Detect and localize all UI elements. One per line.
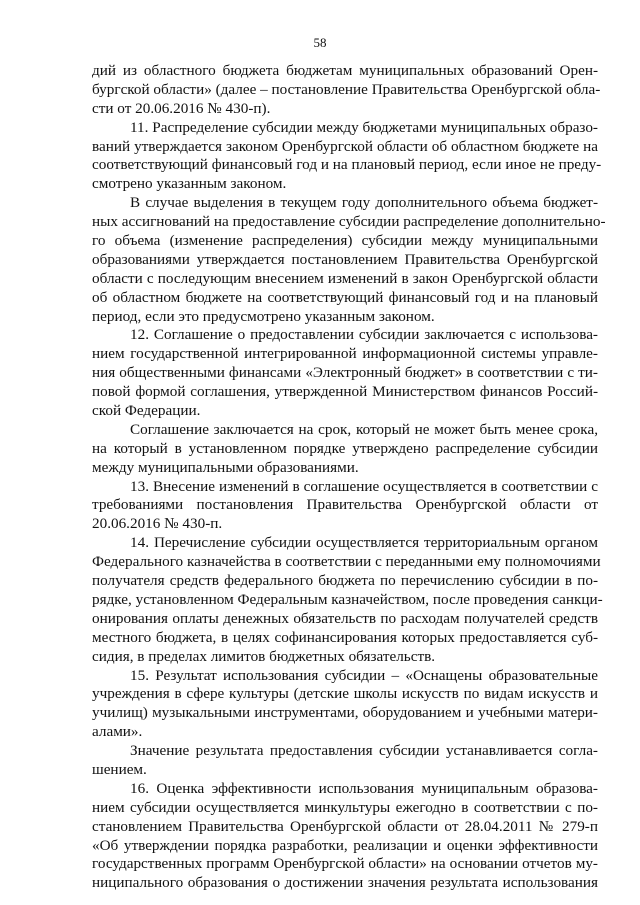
text-line: области с последующим внесением изменений в закон Оренбургской области (92, 269, 598, 287)
document-body (92, 62, 606, 893)
text-line: получателя средств федерального бюджета по перечислению субсидии в по- (92, 572, 598, 590)
text-line: ния общественными финансами «Электронный бюджет» в соответствии с ти- (92, 364, 598, 382)
text-line: между муниципальными образованиями. (92, 458, 359, 476)
text-line: период, если это предусмотрено указанным законом. (92, 307, 435, 325)
text-line: образованиями утверждается постановлением Правительства Оренбургской (92, 250, 598, 268)
text-line: ваний утверждается законом Оренбургской области об областном бюджете на (92, 137, 598, 155)
text-line: об областном бюджете на соответствующий финансовый год и на плановый (92, 288, 598, 306)
text-line: ской Федерации. (92, 402, 201, 420)
text-line: 14. Перечисление субсидии осуществляется территориальным органом (130, 534, 598, 552)
text-line: «Об утверждении порядка разработки, реализации и оценки эффективности (92, 836, 598, 854)
text-line: смотрено указанным законом. (92, 175, 287, 193)
text-line: шением. (92, 760, 147, 778)
text-line: соответствующий финансовый год и на плановый период, если иное не преду- (92, 156, 602, 174)
text-line: требованиями постановления Правительства Оренбургской области от (92, 496, 598, 514)
text-line: Федерального казначейства в соответствии с переданными ему полномочиями (92, 553, 601, 571)
text-line: сидия, в пределах лимитов бюджетных обязательств. (92, 647, 436, 665)
text-line: нием государственной интегрированной информационной системы управле- (92, 345, 598, 363)
text-line: В случае выделения в текущем году дополнительного объема бюджет- (130, 194, 598, 212)
text-line: дий из областного бюджета бюджетам муниципальных образований Орен- (92, 62, 598, 79)
text-line: алами». (92, 723, 143, 741)
text-line: государственных программ Оренбургской области» на основании отчетов му- (92, 855, 598, 873)
text-line: ниципального образования о достижении значения результата использования (92, 874, 598, 892)
text-line: онирования оплаты денежных обязательств по расходам получателей средств (92, 609, 598, 627)
text-line: учреждения в сфере культуры (детские школы искусств по видам искусств и (92, 685, 598, 703)
text-line: 11. Распределение субсидии между бюджетами муниципальных образо- (130, 118, 598, 136)
text-line: Значение результата предоставления субсидии устанавливается согла- (130, 742, 598, 760)
text-line: повой формой соглашения, утвержденной Министерством финансов Россий- (92, 383, 598, 401)
text-line: 15. Результат использования субсидии – «Оснащены образовательные (130, 666, 598, 684)
text-line: рядке, установленном Федеральным казначейством, после проведения санкци- (92, 590, 603, 608)
text-line: училищ) музыкальными инструментами, оборудованием и учебными матери- (92, 704, 598, 722)
text-line: нием субсидии осуществляется минкультуры ежегодно в соответствии с по- (92, 798, 598, 816)
page-number: 58 (313, 35, 327, 50)
text-line: 20.06.2016 № 430-п. (92, 515, 223, 533)
text-line: Соглашение заключается на срок, который не может быть менее срока, (130, 420, 598, 438)
text-line: местного бюджета, в целях софинансирования которых предоставляется суб- (92, 628, 598, 646)
text-line: 12. Соглашение о предоставлении субсидии заключается с использова- (130, 326, 598, 344)
text-line: бургской области» (далее – постановление Правительства Оренбургской обла- (92, 80, 601, 98)
text-line: го объема (изменение распределения) субсидии между муниципальными (92, 232, 598, 250)
text-line: становлением Правительства Оренбургской области от 28.04.2011 № 279-п (92, 817, 598, 835)
text-line: на который в установленном порядке утверждено распределение субсидии (92, 439, 598, 457)
text-line: ных ассигнований на предоставление субсидии распределение дополнительно- (92, 213, 606, 231)
text-line: 13. Внесение изменений в соглашение осуществляется в соответствии с (130, 477, 598, 495)
text-line: сти от 20.06.2016 № 430-п). (92, 99, 271, 117)
text-line: 16. Оценка эффективности использования муниципальным образова- (130, 779, 598, 797)
